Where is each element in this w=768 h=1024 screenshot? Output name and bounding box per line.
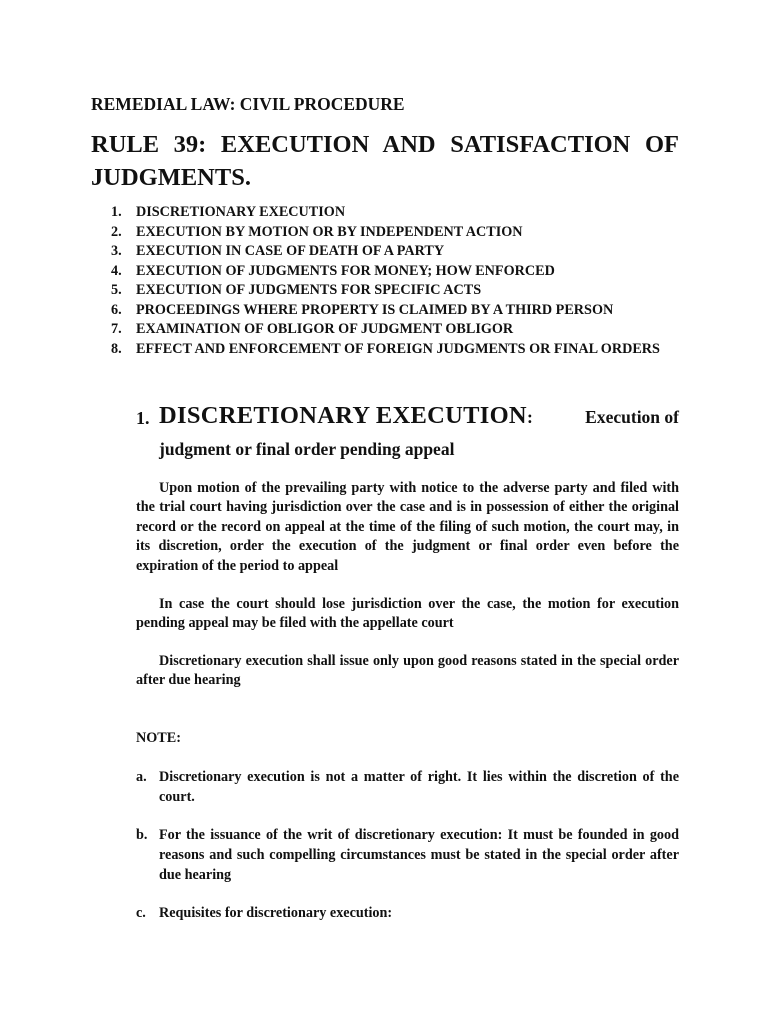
section-subtitle-part1: Execution of — [585, 407, 679, 427]
list-item-text: EFFECT AND ENFORCEMENT OF FOREIGN JUDGMENTS OR FINAL ORDERS — [136, 340, 660, 357]
list-item-number: 2. — [111, 223, 122, 240]
note-label: NOTE: — [136, 730, 181, 746]
note-text: Discretionary execution is not a matter of right. It lies within the discretion of the court. — [159, 769, 679, 805]
section-title: DISCRETIONARY EXECUTION — [159, 402, 527, 429]
list-item-text: PROCEEDINGS WHERE PROPERTY IS CLAIMED BY A THIRD PERSON — [136, 301, 614, 318]
list-item — [91, 262, 679, 281]
note-letter: a. — [136, 769, 147, 785]
list-item-text: EXECUTION OF JUDGMENTS FOR SPECIFIC ACTS — [136, 282, 482, 298]
list-item-text: EXAMINATION OF OBLIGOR OF JUDGMENT OBLIGOR — [136, 321, 514, 337]
note-text: For the issuance of the writ of discretionary execution: It must be founded in good reasons and such compelling circumstances must be stated in the special order after due hearing — [159, 827, 679, 883]
body-paragraph: Upon motion of the prevailing party with notice to the adverse party and filed with the trial court having jurisdiction over the case and is in possession of either the original record or the record on appeal at the time of the filing of such motion, the court may, in its discretion, order the execution of the judgment or final order even before the expiration of the period to appeal — [136, 480, 679, 574]
list-item — [91, 340, 679, 359]
list-item-number: 6. — [111, 301, 122, 318]
list-item — [91, 281, 679, 300]
list-item-number: 7. — [111, 321, 122, 337]
list-item — [91, 203, 679, 222]
note-item — [136, 767, 679, 807]
list-item-text: EXECUTION OF JUDGMENTS FOR MONEY; HOW ENFORCED — [136, 262, 555, 279]
note-letter: b. — [136, 827, 148, 843]
body-paragraph: Discretionary execution shall issue only upon good reasons stated in the special order after due hearing — [136, 653, 679, 689]
list-item — [91, 301, 679, 320]
note-letter: c. — [136, 905, 146, 921]
section-subtitle-part2: judgment or final order pending appeal — [159, 439, 455, 459]
section-number: 1. — [136, 408, 150, 428]
course-title: REMEDIAL LAW: CIVIL PROCEDURE — [91, 94, 405, 114]
list-item-text: EXECUTION IN CASE OF DEATH OF A PARTY — [136, 243, 445, 259]
list-item-number: 1. — [111, 204, 122, 220]
rule-topics-list — [91, 203, 679, 359]
note-item — [136, 903, 679, 923]
section-title-colon: : — [526, 407, 533, 427]
note-item — [136, 825, 679, 885]
list-item-text: EXECUTION BY MOTION OR BY INDEPENDENT ACTION — [136, 223, 523, 240]
list-item-number: 8. — [111, 340, 122, 357]
list-item-number: 5. — [111, 282, 122, 298]
note-text: Requisites for discretionary execution: — [159, 905, 393, 921]
body-paragraph: In case the court should lose jurisdiction over the case, the motion for execution pending appeal may be filed with the appellate court — [136, 596, 679, 632]
section-heading — [136, 401, 679, 464]
list-item — [91, 320, 679, 339]
list-item-text: DISCRETIONARY EXECUTION — [136, 204, 346, 220]
list-item-number: 4. — [111, 262, 122, 279]
list-item — [91, 242, 679, 261]
rule-title: RULE 39: EXECUTION AND SATISFACTION OF JUDGMENTS. — [91, 131, 679, 191]
list-item — [91, 223, 679, 242]
list-item-number: 3. — [111, 243, 122, 259]
